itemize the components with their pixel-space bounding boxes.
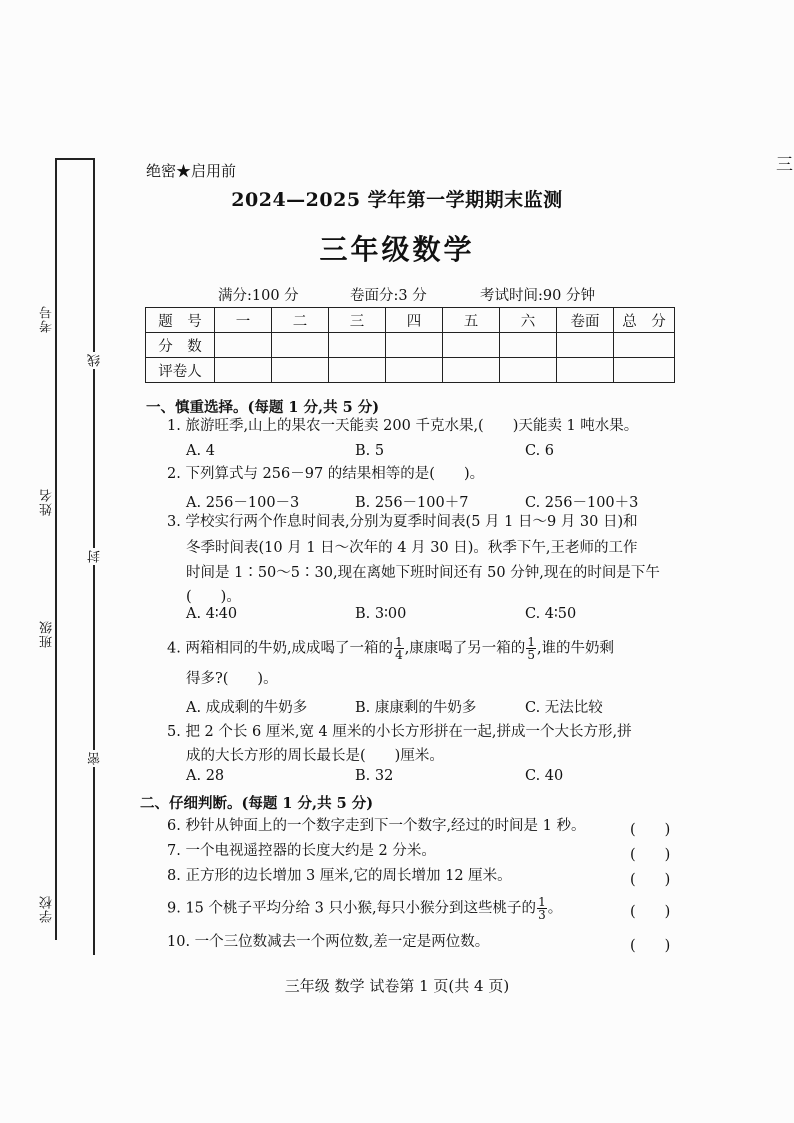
question-4-line1 (167, 636, 614, 661)
school-label: 学校 (40, 895, 55, 923)
subject-title: 三年级数学 (319, 233, 475, 266)
answer-paren-6[interactable]: ( ) (630, 822, 671, 838)
q4-text-part3: ,谁的牛奶剩 (536, 640, 615, 657)
table-header-cell: 一 (215, 308, 272, 333)
grader-cell[interactable] (215, 358, 272, 383)
grader-cell[interactable] (272, 358, 329, 383)
q5-option-c[interactable]: C. 40 (525, 768, 564, 784)
table-header-cell: 四 (386, 308, 443, 333)
secrecy-label: 绝密★启用前 (146, 162, 237, 180)
fraction-one-quarter: $\frac{1}{4}$ (395, 635, 403, 662)
q9-text-part2: 。 (547, 900, 563, 917)
exam-number-label: 考号 (40, 305, 55, 333)
exam-time: 考试时间:90 分钟 (480, 288, 595, 304)
score-cell[interactable] (215, 333, 272, 358)
question-5-line2: 成的大长方形的周长最长是( )厘米。 (186, 748, 444, 764)
q5-option-a[interactable]: A. 28 (186, 768, 225, 784)
q4-option-c[interactable]: C. 无法比较 (525, 700, 603, 716)
answer-paren-7[interactable]: ( ) (630, 847, 671, 863)
table-header-cell: 总 分 (614, 308, 675, 333)
q1-option-b[interactable]: B. 5 (355, 443, 385, 459)
table-header-cell: 五 (443, 308, 500, 333)
q3-option-b[interactable]: B. 3∶00 (355, 606, 407, 622)
q2-option-c[interactable]: C. 256－100＋3 (525, 495, 639, 511)
q2-option-a[interactable]: A. 256－100－3 (186, 495, 300, 511)
table-header-cell: 六 (500, 308, 557, 333)
full-score: 满分:100 分 (218, 288, 299, 304)
fraction-one-third: $\frac{1}{3}$ (538, 895, 546, 922)
question-4-line2: 得多?( )。 (186, 671, 278, 687)
binding-line-top (55, 158, 95, 160)
seal-line-mi: 密 (88, 752, 103, 765)
answer-paren-8[interactable]: ( ) (630, 872, 671, 888)
answer-paren-10[interactable]: ( ) (630, 938, 671, 954)
q5-option-b[interactable]: B. 32 (355, 768, 394, 784)
score-cell[interactable] (443, 333, 500, 358)
section2-heading: 二、仔细判断。(每题 1 分,共 5 分) (140, 795, 374, 812)
table-header-cell: 三 (329, 308, 386, 333)
seal-line-feng: 封 (88, 550, 103, 563)
score-cell[interactable] (614, 333, 675, 358)
corner-mark: 三 (776, 155, 793, 175)
question-3-line4: ( )。 (186, 589, 241, 605)
question-3-line1: 3. 学校实行两个作息时间表,分别为夏季时间表(5 月 1 日～9 月 30 日)和 (167, 514, 638, 530)
score-cell[interactable] (500, 333, 557, 358)
q4-text-part1: 4. 两箱相同的牛奶,成成喝了一箱的 (167, 640, 394, 657)
question-2: 2. 下列算式与 256－97 的结果相等的是( )。 (167, 466, 485, 482)
grader-cell[interactable] (329, 358, 386, 383)
row-label-grader: 评卷人 (146, 358, 215, 383)
name-label: 姓名 (40, 488, 55, 516)
score-cell[interactable] (386, 333, 443, 358)
q3-option-c[interactable]: C. 4∶50 (525, 606, 577, 622)
score-cell[interactable] (272, 333, 329, 358)
score-table (145, 307, 675, 383)
score-cell[interactable] (557, 333, 614, 358)
question-6: 6. 秒针从钟面上的一个数字走到下一个数字,经过的时间是 1 秒。 (167, 818, 586, 834)
seal-line-xian: 线 (88, 354, 103, 367)
q1-option-c[interactable]: C. 6 (525, 443, 555, 459)
page-footer: 三年级 数学 试卷第 1 页(共 4 页) (284, 977, 510, 995)
grader-cell[interactable] (500, 358, 557, 383)
section1-heading: 一、慎重选择。(每题 1 分,共 5 分) (146, 399, 380, 416)
exam-title: 2024—2025 学年第一学期期末监测 (231, 189, 563, 211)
grader-cell[interactable] (614, 358, 675, 383)
table-row (146, 358, 675, 383)
question-9 (167, 896, 562, 921)
grader-cell[interactable] (557, 358, 614, 383)
question-10: 10. 一个三位数减去一个两位数,差一定是两位数。 (167, 934, 490, 950)
q2-option-b[interactable]: B. 256－100＋7 (355, 495, 469, 511)
q4-text-part2: ,康康喝了另一箱的 (404, 640, 526, 657)
q9-text-part1: 9. 15 个桃子平均分给 3 只小猴,每只小猴分到这些桃子的 (167, 900, 537, 917)
answer-paren-9[interactable]: ( ) (630, 904, 671, 920)
question-3-line3: 时间是 1∶50～5∶30,现在离她下班时间还有 50 分钟,现在的时间是下午 (186, 565, 660, 581)
grader-cell[interactable] (386, 358, 443, 383)
question-7: 7. 一个电视遥控器的长度大约是 2 分米。 (167, 843, 436, 859)
question-3-line2: 冬季时间表(10 月 1 日～次年的 4 月 30 日)。秋季下午,王老师的工作 (186, 540, 638, 556)
q4-option-b[interactable]: B. 康康剩的牛奶多 (355, 700, 477, 716)
grader-cell[interactable] (443, 358, 500, 383)
row-label-score: 分 数 (146, 333, 215, 358)
table-header-cell: 题 号 (146, 308, 215, 333)
fraction-one-fifth: $\frac{1}{5}$ (527, 635, 535, 662)
table-row (146, 333, 675, 358)
table-header-cell: 卷面 (557, 308, 614, 333)
q3-option-a[interactable]: A. 4∶40 (186, 606, 238, 622)
question-5-line1: 5. 把 2 个长 6 厘米,宽 4 厘米的小长方形拼在一起,拼成一个大长方形,拼 (167, 724, 632, 740)
class-label: 班级 (40, 620, 55, 648)
binding-line-left (55, 160, 57, 940)
table-header-cell: 二 (272, 308, 329, 333)
score-cell[interactable] (329, 333, 386, 358)
q1-option-a[interactable]: A. 4 (186, 443, 215, 459)
q4-option-a[interactable]: A. 成成剩的牛奶多 (186, 700, 308, 716)
paper-score: 卷面分:3 分 (350, 288, 427, 304)
question-8: 8. 正方形的边长增加 3 厘米,它的周长增加 12 厘米。 (167, 868, 512, 884)
question-1: 1. 旅游旺季,山上的果农一天能卖 200 千克水果,( )天能卖 1 吨水果。 (167, 418, 639, 434)
